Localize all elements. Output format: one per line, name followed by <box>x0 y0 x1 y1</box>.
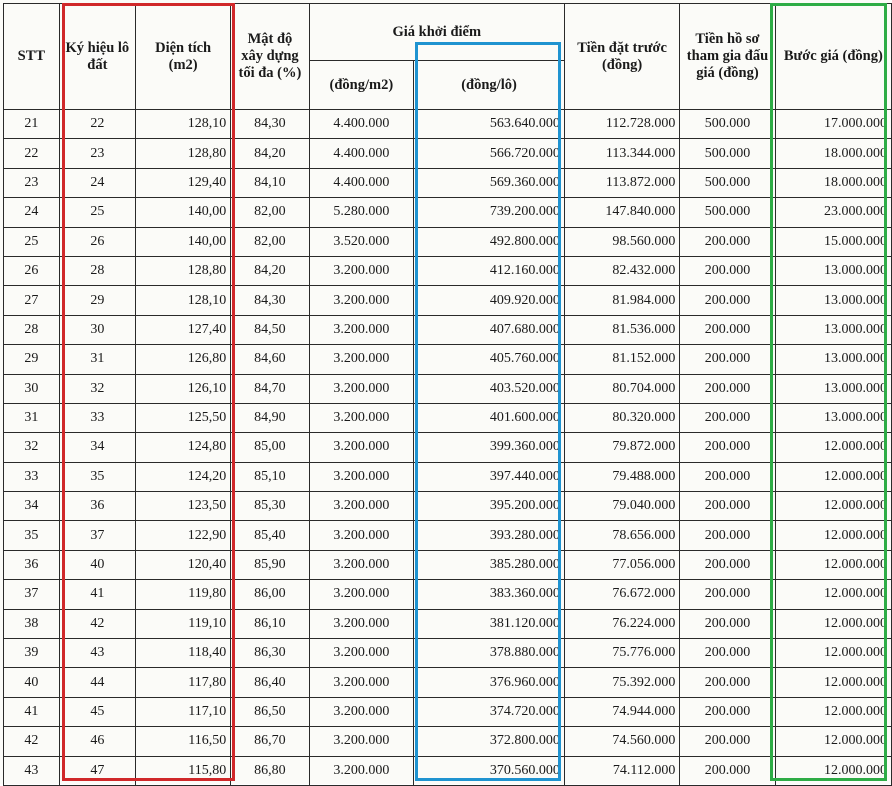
cell-price-per-m2: 3.200.000 <box>309 668 413 697</box>
cell-area: 128,10 <box>136 286 231 315</box>
cell-application-fee: 200.000 <box>680 756 775 785</box>
table-row <box>4 668 892 697</box>
cell-area: 119,80 <box>136 580 231 609</box>
cell-max-density: 84,60 <box>231 345 309 374</box>
cell-price-per-m2: 3.200.000 <box>309 403 413 432</box>
cell-application-fee: 200.000 <box>680 492 775 521</box>
table-row <box>4 139 892 168</box>
cell-price-per-lot: 399.360.000 <box>414 433 565 462</box>
cell-price-per-lot: 739.200.000 <box>414 198 565 227</box>
table-header-row <box>4 4 892 61</box>
cell-max-density: 84,20 <box>231 256 309 285</box>
cell-price-per-m2: 3.200.000 <box>309 374 413 403</box>
cell-price-per-m2: 3.200.000 <box>309 345 413 374</box>
cell-price-per-lot: 393.280.000 <box>414 521 565 550</box>
cell-price-per-lot: 374.720.000 <box>414 697 565 726</box>
cell-stt: 21 <box>4 110 60 139</box>
cell-deposit: 77.056.000 <box>564 550 679 579</box>
header-lot-code: Ký hiệu lô đất <box>59 4 135 110</box>
cell-bid-step: 12.000.000 <box>775 550 891 579</box>
cell-stt: 26 <box>4 256 60 285</box>
cell-max-density: 85,90 <box>231 550 309 579</box>
cell-stt: 42 <box>4 727 60 756</box>
cell-lot-code: 26 <box>59 227 135 256</box>
cell-max-density: 86,80 <box>231 756 309 785</box>
cell-price-per-m2: 4.400.000 <box>309 110 413 139</box>
cell-max-density: 86,50 <box>231 697 309 726</box>
cell-area: 124,80 <box>136 433 231 462</box>
cell-application-fee: 500.000 <box>680 139 775 168</box>
header-max-density: Mật độ xây dựng tối đa (%) <box>231 4 309 110</box>
cell-area: 115,80 <box>136 756 231 785</box>
cell-stt: 35 <box>4 521 60 550</box>
header-price-per-lot: (đồng/lô) <box>414 61 565 110</box>
cell-price-per-lot: 407.680.000 <box>414 315 565 344</box>
cell-price-per-m2: 3.200.000 <box>309 433 413 462</box>
cell-stt: 30 <box>4 374 60 403</box>
cell-application-fee: 200.000 <box>680 580 775 609</box>
cell-area: 125,50 <box>136 403 231 432</box>
cell-deposit: 75.776.000 <box>564 639 679 668</box>
cell-price-per-lot: 405.760.000 <box>414 345 565 374</box>
cell-lot-code: 47 <box>59 756 135 785</box>
cell-deposit: 113.344.000 <box>564 139 679 168</box>
table-body <box>4 110 892 786</box>
cell-bid-step: 12.000.000 <box>775 580 891 609</box>
table-row <box>4 286 892 315</box>
cell-area: 116,50 <box>136 727 231 756</box>
cell-lot-code: 46 <box>59 727 135 756</box>
table-row <box>4 550 892 579</box>
cell-price-per-lot: 401.600.000 <box>414 403 565 432</box>
cell-stt: 41 <box>4 697 60 726</box>
table-row <box>4 521 892 550</box>
cell-price-per-m2: 3.200.000 <box>309 315 413 344</box>
cell-price-per-lot: 376.960.000 <box>414 668 565 697</box>
table-row <box>4 345 892 374</box>
cell-lot-code: 43 <box>59 639 135 668</box>
cell-price-per-lot: 409.920.000 <box>414 286 565 315</box>
cell-lot-code: 34 <box>59 433 135 462</box>
cell-application-fee: 200.000 <box>680 639 775 668</box>
table-row <box>4 697 892 726</box>
cell-bid-step: 13.000.000 <box>775 256 891 285</box>
cell-stt: 40 <box>4 668 60 697</box>
cell-application-fee: 200.000 <box>680 374 775 403</box>
cell-area: 119,10 <box>136 609 231 638</box>
cell-price-per-lot: 397.440.000 <box>414 462 565 491</box>
cell-bid-step: 12.000.000 <box>775 639 891 668</box>
cell-area: 128,10 <box>136 110 231 139</box>
cell-area: 140,00 <box>136 227 231 256</box>
cell-lot-code: 22 <box>59 110 135 139</box>
cell-bid-step: 23.000.000 <box>775 198 891 227</box>
cell-stt: 31 <box>4 403 60 432</box>
cell-application-fee: 500.000 <box>680 198 775 227</box>
cell-bid-step: 13.000.000 <box>775 374 891 403</box>
cell-price-per-m2: 3.200.000 <box>309 727 413 756</box>
cell-price-per-lot: 395.200.000 <box>414 492 565 521</box>
cell-stt: 39 <box>4 639 60 668</box>
cell-deposit: 80.320.000 <box>564 403 679 432</box>
cell-lot-code: 32 <box>59 374 135 403</box>
cell-price-per-m2: 3.200.000 <box>309 609 413 638</box>
cell-max-density: 86,40 <box>231 668 309 697</box>
table-row <box>4 403 892 432</box>
cell-lot-code: 45 <box>59 697 135 726</box>
cell-lot-code: 42 <box>59 609 135 638</box>
cell-price-per-m2: 3.200.000 <box>309 492 413 521</box>
cell-lot-code: 28 <box>59 256 135 285</box>
cell-price-per-lot: 403.520.000 <box>414 374 565 403</box>
cell-price-per-m2: 3.200.000 <box>309 462 413 491</box>
header-starting-price: Giá khởi điểm <box>309 4 564 61</box>
cell-price-per-m2: 3.200.000 <box>309 756 413 785</box>
cell-application-fee: 200.000 <box>680 256 775 285</box>
cell-deposit: 147.840.000 <box>564 198 679 227</box>
cell-price-per-lot: 378.880.000 <box>414 639 565 668</box>
cell-area: 124,20 <box>136 462 231 491</box>
cell-price-per-lot: 412.160.000 <box>414 256 565 285</box>
cell-lot-code: 23 <box>59 139 135 168</box>
cell-stt: 28 <box>4 315 60 344</box>
cell-max-density: 84,30 <box>231 110 309 139</box>
cell-price-per-m2: 4.400.000 <box>309 139 413 168</box>
cell-application-fee: 200.000 <box>680 345 775 374</box>
cell-stt: 23 <box>4 168 60 197</box>
cell-deposit: 81.152.000 <box>564 345 679 374</box>
cell-bid-step: 18.000.000 <box>775 168 891 197</box>
cell-bid-step: 12.000.000 <box>775 609 891 638</box>
cell-bid-step: 12.000.000 <box>775 521 891 550</box>
cell-lot-code: 30 <box>59 315 135 344</box>
cell-area: 126,10 <box>136 374 231 403</box>
cell-lot-code: 29 <box>59 286 135 315</box>
cell-area: 128,80 <box>136 139 231 168</box>
cell-application-fee: 200.000 <box>680 315 775 344</box>
cell-area: 123,50 <box>136 492 231 521</box>
header-stt: STT <box>4 4 60 110</box>
cell-stt: 43 <box>4 756 60 785</box>
cell-deposit: 81.536.000 <box>564 315 679 344</box>
cell-application-fee: 500.000 <box>680 168 775 197</box>
cell-lot-code: 37 <box>59 521 135 550</box>
cell-bid-step: 13.000.000 <box>775 315 891 344</box>
cell-stt: 36 <box>4 550 60 579</box>
cell-deposit: 74.560.000 <box>564 727 679 756</box>
table-row <box>4 433 892 462</box>
cell-deposit: 98.560.000 <box>564 227 679 256</box>
cell-deposit: 76.672.000 <box>564 580 679 609</box>
cell-deposit: 79.488.000 <box>564 462 679 491</box>
cell-deposit: 79.872.000 <box>564 433 679 462</box>
cell-application-fee: 200.000 <box>680 697 775 726</box>
cell-area: 129,40 <box>136 168 231 197</box>
cell-price-per-lot: 569.360.000 <box>414 168 565 197</box>
cell-application-fee: 200.000 <box>680 462 775 491</box>
header-deposit: Tiền đặt trước (đồng) <box>564 4 679 110</box>
table-row <box>4 462 892 491</box>
cell-max-density: 82,00 <box>231 227 309 256</box>
cell-price-per-lot: 381.120.000 <box>414 609 565 638</box>
cell-area: 120,40 <box>136 550 231 579</box>
cell-lot-code: 33 <box>59 403 135 432</box>
cell-price-per-m2: 4.400.000 <box>309 168 413 197</box>
cell-deposit: 80.704.000 <box>564 374 679 403</box>
cell-price-per-m2: 3.200.000 <box>309 639 413 668</box>
table-row <box>4 727 892 756</box>
land-lot-auction-table <box>3 3 892 786</box>
cell-lot-code: 36 <box>59 492 135 521</box>
cell-lot-code: 40 <box>59 550 135 579</box>
cell-price-per-lot: 370.560.000 <box>414 756 565 785</box>
cell-max-density: 86,30 <box>231 639 309 668</box>
cell-bid-step: 12.000.000 <box>775 668 891 697</box>
cell-deposit: 82.432.000 <box>564 256 679 285</box>
header-bid-step: Bước giá (đồng) <box>775 4 891 110</box>
cell-price-per-m2: 3.200.000 <box>309 697 413 726</box>
cell-area: 117,80 <box>136 668 231 697</box>
cell-bid-step: 13.000.000 <box>775 345 891 374</box>
table-row <box>4 756 892 785</box>
cell-max-density: 86,70 <box>231 727 309 756</box>
table-row <box>4 227 892 256</box>
cell-deposit: 81.984.000 <box>564 286 679 315</box>
header-area: Diện tích (m2) <box>136 4 231 110</box>
cell-stt: 25 <box>4 227 60 256</box>
cell-stt: 34 <box>4 492 60 521</box>
cell-bid-step: 12.000.000 <box>775 756 891 785</box>
cell-lot-code: 41 <box>59 580 135 609</box>
cell-price-per-m2: 5.280.000 <box>309 198 413 227</box>
cell-deposit: 74.112.000 <box>564 756 679 785</box>
cell-deposit: 74.944.000 <box>564 697 679 726</box>
cell-price-per-lot: 566.720.000 <box>414 139 565 168</box>
cell-stt: 38 <box>4 609 60 638</box>
cell-price-per-lot: 563.640.000 <box>414 110 565 139</box>
cell-price-per-m2: 3.200.000 <box>309 550 413 579</box>
cell-max-density: 84,30 <box>231 286 309 315</box>
cell-application-fee: 500.000 <box>680 110 775 139</box>
cell-application-fee: 200.000 <box>680 286 775 315</box>
cell-deposit: 75.392.000 <box>564 668 679 697</box>
cell-max-density: 84,10 <box>231 168 309 197</box>
table-row <box>4 110 892 139</box>
table-row <box>4 198 892 227</box>
cell-price-per-m2: 3.520.000 <box>309 227 413 256</box>
cell-price-per-lot: 492.800.000 <box>414 227 565 256</box>
cell-bid-step: 12.000.000 <box>775 492 891 521</box>
cell-lot-code: 25 <box>59 198 135 227</box>
cell-deposit: 78.656.000 <box>564 521 679 550</box>
cell-application-fee: 200.000 <box>680 727 775 756</box>
cell-bid-step: 12.000.000 <box>775 727 891 756</box>
cell-application-fee: 200.000 <box>680 550 775 579</box>
cell-max-density: 82,00 <box>231 198 309 227</box>
cell-area: 126,80 <box>136 345 231 374</box>
cell-application-fee: 200.000 <box>680 521 775 550</box>
cell-bid-step: 15.000.000 <box>775 227 891 256</box>
cell-application-fee: 200.000 <box>680 609 775 638</box>
cell-deposit: 76.224.000 <box>564 609 679 638</box>
cell-application-fee: 200.000 <box>680 227 775 256</box>
cell-stt: 33 <box>4 462 60 491</box>
cell-price-per-m2: 3.200.000 <box>309 256 413 285</box>
cell-max-density: 84,20 <box>231 139 309 168</box>
cell-price-per-lot: 383.360.000 <box>414 580 565 609</box>
cell-area: 122,90 <box>136 521 231 550</box>
cell-price-per-lot: 372.800.000 <box>414 727 565 756</box>
cell-max-density: 84,90 <box>231 403 309 432</box>
table-row <box>4 315 892 344</box>
cell-area: 118,40 <box>136 639 231 668</box>
cell-deposit: 112.728.000 <box>564 110 679 139</box>
cell-max-density: 85,30 <box>231 492 309 521</box>
cell-stt: 29 <box>4 345 60 374</box>
cell-bid-step: 13.000.000 <box>775 286 891 315</box>
cell-deposit: 79.040.000 <box>564 492 679 521</box>
cell-stt: 24 <box>4 198 60 227</box>
cell-bid-step: 12.000.000 <box>775 697 891 726</box>
cell-max-density: 86,00 <box>231 580 309 609</box>
cell-stt: 27 <box>4 286 60 315</box>
table-row <box>4 580 892 609</box>
header-price-per-m2: (đồng/m2) <box>309 61 413 110</box>
cell-area: 128,80 <box>136 256 231 285</box>
cell-area: 140,00 <box>136 198 231 227</box>
cell-bid-step: 13.000.000 <box>775 403 891 432</box>
table-row <box>4 639 892 668</box>
cell-price-per-m2: 3.200.000 <box>309 580 413 609</box>
table-row <box>4 609 892 638</box>
cell-application-fee: 200.000 <box>680 403 775 432</box>
cell-price-per-lot: 385.280.000 <box>414 550 565 579</box>
cell-max-density: 85,10 <box>231 462 309 491</box>
cell-lot-code: 35 <box>59 462 135 491</box>
cell-price-per-m2: 3.200.000 <box>309 521 413 550</box>
cell-area: 117,10 <box>136 697 231 726</box>
table-row <box>4 374 892 403</box>
header-application-fee: Tiền hồ sơ tham gia đấu giá (đồng) <box>680 4 775 110</box>
cell-bid-step: 18.000.000 <box>775 139 891 168</box>
cell-stt: 22 <box>4 139 60 168</box>
cell-lot-code: 44 <box>59 668 135 697</box>
cell-lot-code: 31 <box>59 345 135 374</box>
cell-lot-code: 24 <box>59 168 135 197</box>
cell-application-fee: 200.000 <box>680 433 775 462</box>
cell-area: 127,40 <box>136 315 231 344</box>
cell-max-density: 84,70 <box>231 374 309 403</box>
table-row <box>4 492 892 521</box>
cell-application-fee: 200.000 <box>680 668 775 697</box>
table-row <box>4 168 892 197</box>
cell-deposit: 113.872.000 <box>564 168 679 197</box>
cell-max-density: 85,00 <box>231 433 309 462</box>
cell-max-density: 85,40 <box>231 521 309 550</box>
cell-max-density: 86,10 <box>231 609 309 638</box>
cell-price-per-m2: 3.200.000 <box>309 286 413 315</box>
table-row <box>4 256 892 285</box>
cell-bid-step: 17.000.000 <box>775 110 891 139</box>
cell-bid-step: 12.000.000 <box>775 433 891 462</box>
cell-max-density: 84,50 <box>231 315 309 344</box>
cell-stt: 37 <box>4 580 60 609</box>
cell-bid-step: 12.000.000 <box>775 462 891 491</box>
cell-stt: 32 <box>4 433 60 462</box>
